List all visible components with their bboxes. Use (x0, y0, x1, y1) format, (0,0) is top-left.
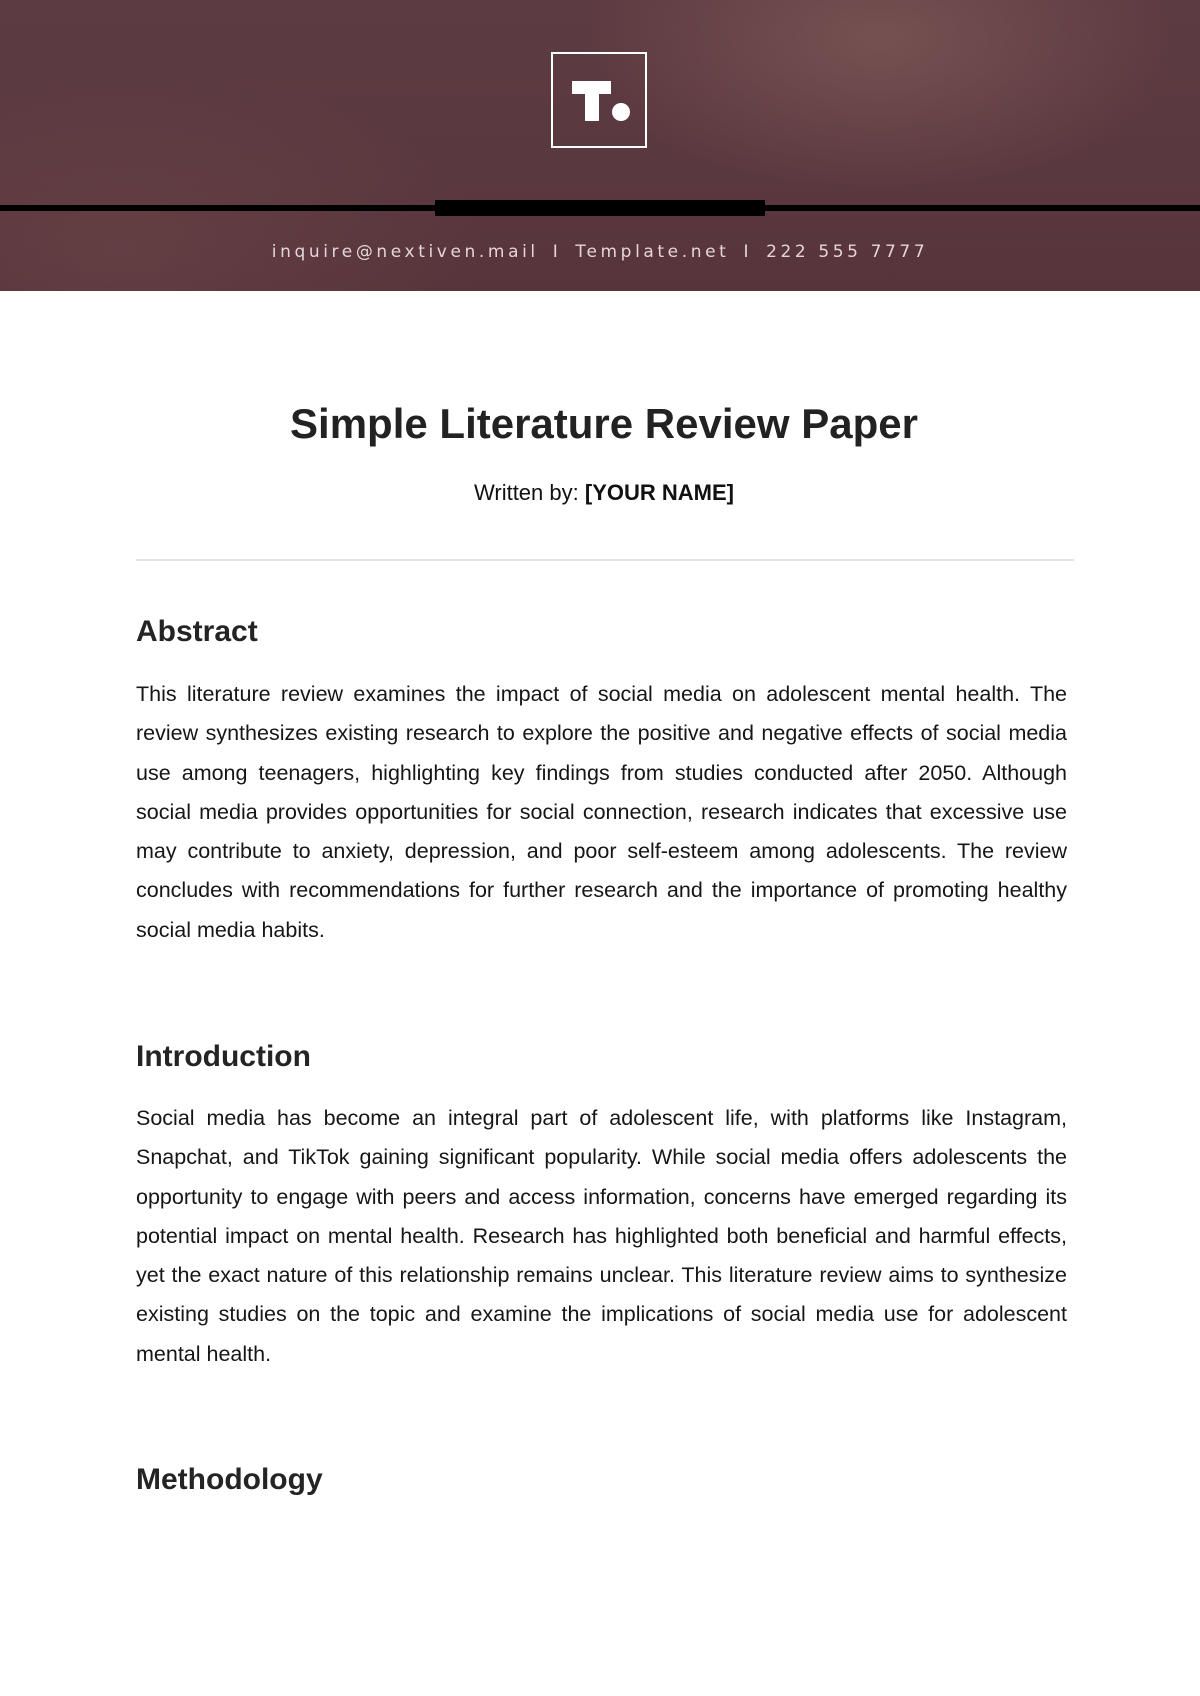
contact-email[interactable]: inquire@nextiven.mail (271, 242, 539, 262)
logo-letter-t-stem (585, 81, 599, 121)
contact-separator: I (552, 242, 562, 262)
abstract-body: This literature review examines the impact of social media on adolescent mental health. The review synthesizes existing research to explore the positive and negative effects of social media use among teenagers, highlighting key findings from studies conducted after 2050. Although social media provides opportunities for social connection, research indicates that excessive use may contribute to anxiety, depression, and poor self-esteem among adolescents. The review concludes with recommendations for further research and the importance of promoting healthy social media habits. (136, 682, 1067, 942)
byline (0, 480, 1200, 506)
logo-dot-icon (612, 103, 630, 121)
contact-line (0, 242, 1200, 262)
contact-website[interactable]: Template.net (575, 242, 730, 262)
page-title: Simple Literature Review Paper (290, 400, 918, 447)
title-divider (136, 559, 1074, 561)
introduction-body: Social media has become an integral part of adolescent life, with platforms like Instagram, Snapchat, and TikTok gaining significant popularity. While social media offers adolescents the opportunity to engage with peers and access information, concerns have emerged regarding its potential impact on mental health. Research has highlighted both beneficial and harmful effects, yet the exact nature of this relationship remains unclear. This literature review aims to synthesize existing studies on the topic and examine the implications of social media use for adolescent mental health. (136, 1106, 1067, 1366)
logo (551, 52, 647, 148)
byline-label: Written by: (474, 480, 579, 505)
contact-separator: I (743, 242, 753, 262)
abstract-heading: Abstract (136, 615, 258, 648)
header-band (0, 0, 1200, 291)
contact-phone[interactable]: 222 555 7777 (766, 242, 929, 262)
introduction-heading: Introduction (136, 1040, 311, 1073)
methodology-heading: Methodology (136, 1463, 323, 1496)
author-name: [YOUR NAME] (584, 480, 734, 505)
header-rule-accent (435, 200, 765, 216)
